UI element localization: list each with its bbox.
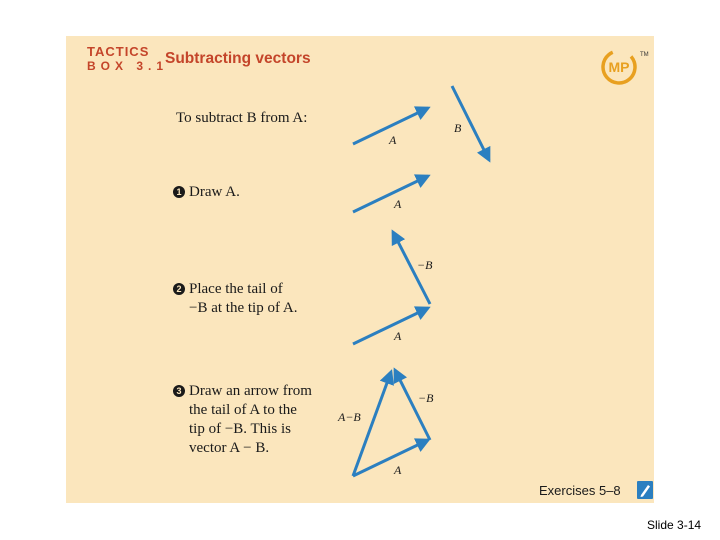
step-1-number: 1 bbox=[173, 186, 185, 198]
step-2-label-neg-b: −B bbox=[417, 258, 433, 272]
step-1-line-1: Draw A. bbox=[189, 184, 240, 200]
trademark-text: TM bbox=[640, 52, 649, 58]
slide-number: Slide 3-14 bbox=[647, 518, 702, 532]
exercises-reference: Exercises 5–8 bbox=[539, 483, 621, 498]
step-3-line-2: the tail of A to the bbox=[189, 402, 297, 418]
step-2-line-1: Place the tail of bbox=[189, 281, 283, 297]
step-3-vector-neg-b bbox=[395, 370, 430, 440]
step-3-line-3: tip of −B. This is bbox=[189, 421, 291, 437]
step-2-line-2: −B at the tip of A. bbox=[189, 300, 298, 316]
mp-logo-text: MP bbox=[608, 59, 630, 75]
box-number-label: BOX 3.1 bbox=[87, 59, 169, 73]
step-2-label-a: A bbox=[394, 329, 402, 343]
step-3-label-a-minus-b: A−B bbox=[338, 410, 361, 424]
step-3-line-4: vector A − B. bbox=[189, 440, 270, 456]
intro-label-a: A bbox=[389, 133, 397, 147]
step-1-vector-a bbox=[353, 176, 428, 212]
tactics-box-panel bbox=[66, 36, 654, 503]
step-2-number: 2 bbox=[173, 283, 185, 295]
tactics-label: TACTICS bbox=[87, 44, 150, 59]
step-1-label-a: A bbox=[394, 197, 402, 211]
pencil-icon bbox=[636, 480, 654, 500]
intro-label-b: B bbox=[454, 121, 462, 135]
step-3-line-1: Draw an arrow from bbox=[189, 383, 312, 399]
step-3-number: 3 bbox=[173, 385, 185, 397]
step-3-label-a: A bbox=[394, 463, 402, 477]
step-2-vector-a bbox=[353, 308, 428, 344]
step-3-label-neg-b: −B bbox=[418, 391, 434, 405]
intro-line-1: To subtract B from A: bbox=[176, 110, 308, 126]
vector-diagram bbox=[66, 36, 654, 503]
box-title: Subtracting vectors bbox=[165, 50, 311, 67]
